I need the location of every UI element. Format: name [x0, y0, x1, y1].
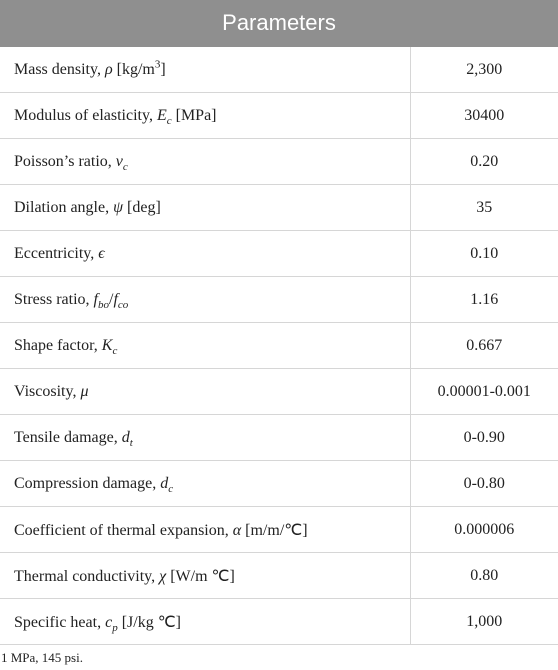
parameter-symbol: d: [121, 428, 130, 446]
parameter-symbol: K: [101, 336, 113, 354]
table-row: [0, 231, 558, 277]
parameter-value: 30400: [410, 93, 558, 139]
parameter-value: 0.00001-0.001: [410, 369, 558, 415]
label-text: Coefficient of thermal expansion,: [14, 521, 233, 539]
parameter-symbol: f: [113, 290, 118, 308]
parameter-value: 0-0.80: [410, 461, 558, 507]
label-unit: [W/m ℃]: [166, 567, 235, 585]
parameter-value: 0-0.90: [410, 415, 558, 461]
symbol-subscript: c: [112, 344, 118, 357]
label-text: Thermal conductivity,: [14, 567, 160, 585]
symbol-subscript: p: [112, 621, 118, 634]
parameter-symbol: α: [232, 521, 242, 539]
label-text: Shape factor,: [14, 336, 102, 354]
label-unit: [J/kg ℃]: [117, 613, 181, 631]
parameter-label: [0, 507, 410, 553]
parameter-label: [0, 599, 410, 645]
table-header: Parameters: [0, 0, 558, 47]
label-unit: /: [109, 290, 114, 308]
parameter-symbol: ρ: [104, 60, 113, 78]
parameter-symbol: ϵ: [98, 244, 105, 262]
parameters-table: [0, 47, 558, 645]
symbol-subscript: c: [122, 160, 128, 173]
label-text: Dilation angle,: [14, 198, 114, 216]
table-row: [0, 93, 558, 139]
table-row: [0, 185, 558, 231]
table-row: [0, 553, 558, 599]
parameter-value: 1,000: [410, 599, 558, 645]
table-row: [0, 323, 558, 369]
label-unit-end: ]: [160, 60, 166, 78]
table-row: [0, 277, 558, 323]
label-text: Stress ratio,: [14, 290, 94, 308]
unit-superscript: 3: [154, 58, 161, 71]
parameter-label: [0, 185, 410, 231]
label-unit: [MPa]: [171, 106, 217, 124]
parameter-label: [0, 461, 410, 507]
table-row: [0, 415, 558, 461]
parameter-label: [0, 553, 410, 599]
table-row: [0, 369, 558, 415]
symbol-subscript: co: [117, 298, 129, 311]
parameter-label: [0, 47, 410, 93]
label-text: Poisson’s ratio,: [14, 152, 116, 170]
label-text: Eccentricity,: [14, 244, 99, 262]
label-text: Compression damage,: [14, 474, 161, 492]
label-unit: [deg]: [123, 198, 161, 216]
parameter-label: [0, 231, 410, 277]
parameter-label: [0, 415, 410, 461]
parameter-symbol: d: [160, 474, 169, 492]
parameter-value: 0.80: [410, 553, 558, 599]
table-footnote: 1 MPa, 145 psi.: [1, 650, 83, 665]
parameter-value: 2,300: [410, 47, 558, 93]
parameter-label: [0, 139, 410, 185]
parameter-value: 1.16: [410, 277, 558, 323]
parameter-symbol: μ: [80, 382, 89, 400]
parameter-label: [0, 93, 410, 139]
label-text: Viscosity,: [14, 382, 81, 400]
table-row: [0, 599, 558, 645]
parameter-value: 35: [410, 185, 558, 231]
parameter-label: [0, 323, 410, 369]
symbol-subscript: t: [129, 436, 133, 449]
parameter-symbol: χ: [159, 567, 167, 585]
parameter-value: 0.667: [410, 323, 558, 369]
parameter-label: [0, 277, 410, 323]
parameter-symbol: ψ: [113, 198, 124, 216]
label-unit: [kg/m: [112, 60, 155, 78]
symbol-subscript: c: [168, 482, 174, 495]
label-text: Specific heat,: [14, 613, 106, 631]
table-row: [0, 47, 558, 93]
table-row: [0, 139, 558, 185]
table-row: [0, 461, 558, 507]
parameter-label: [0, 369, 410, 415]
parameter-value: 0.20: [410, 139, 558, 185]
label-text: Modulus of elasticity,: [14, 106, 157, 124]
label-text: Mass density,: [14, 60, 105, 78]
parameter-value: 0.10: [410, 231, 558, 277]
parameter-symbol: v: [115, 152, 123, 170]
parameter-value: 0.000006: [410, 507, 558, 553]
parameter-symbol: c: [105, 613, 113, 631]
table-body: [0, 47, 558, 645]
label-unit: [m/m/℃]: [241, 521, 308, 539]
label-text: Tensile damage,: [14, 428, 122, 446]
symbol-subscript: bo: [98, 298, 109, 311]
table-row: [0, 507, 558, 553]
parameter-symbol: E: [156, 106, 167, 124]
symbol-subscript: c: [166, 114, 172, 127]
parameter-symbol: f: [93, 290, 98, 308]
